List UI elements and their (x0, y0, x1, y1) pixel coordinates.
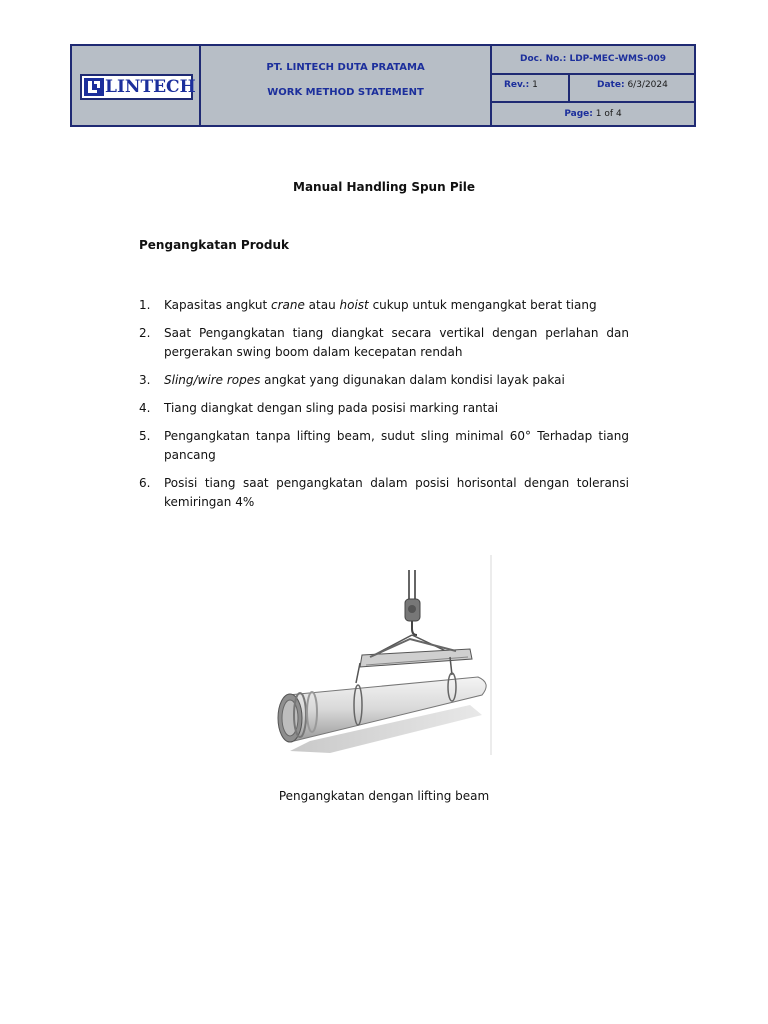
item-text: Kapasitas angkut (164, 298, 271, 312)
item-number: 1. (139, 298, 151, 312)
list-item (139, 324, 629, 362)
figure-caption: Pengangkatan dengan lifting beam (278, 789, 490, 803)
item-text-italic: crane (270, 298, 305, 312)
item-number: 3. (139, 373, 151, 387)
doc-number: LDP-MEC-WMS-009 (569, 54, 666, 64)
item-text: Tiang diangkat dengan sling pada posisi marking rantai (164, 401, 499, 415)
lifting-beam-illustration (270, 555, 494, 755)
doc-number-cell (492, 46, 694, 75)
page-of: of (604, 109, 614, 119)
item-text: atau (304, 298, 340, 312)
list-item (139, 399, 629, 418)
list-item (139, 371, 629, 390)
item-text-italic: hoist (339, 298, 369, 312)
document-title: Manual Handling Spun Pile (293, 180, 475, 194)
item-number: 6. (139, 476, 151, 490)
page-number: 1 (595, 109, 602, 119)
date-label: Date: (597, 80, 625, 90)
revision-cell (492, 75, 570, 103)
item-text: angkat yang digunakan dalam kondisi layak pakai (260, 373, 565, 387)
list-item (139, 296, 629, 315)
revision-value: 1 (532, 80, 538, 90)
item-text: Posisi tiang saat pengangkatan dalam posisi horisontal dengan toleransi kemiringan 4% (164, 476, 629, 509)
page-total: 4 (615, 109, 622, 119)
date-value: 6/3/2024 (627, 80, 668, 90)
document-header (70, 44, 696, 127)
logo-cell (72, 46, 201, 125)
item-text-italic: Sling/wire ropes (164, 373, 261, 387)
company-logo (80, 74, 196, 100)
doc-number-label: Doc. No.: (520, 54, 567, 64)
company-name: PT. LINTECH DUTA PRATAMA (266, 62, 425, 73)
list-item (139, 427, 629, 465)
item-number: 4. (139, 401, 151, 415)
item-text: cukup untuk mengangkat berat tiang (368, 298, 597, 312)
revision-label: Rev.: (504, 80, 530, 90)
lintech-mark-icon (84, 78, 104, 96)
item-number: 5. (139, 429, 151, 443)
page-cell (492, 103, 694, 125)
page-label: Page: (564, 109, 593, 119)
procedure-list (139, 296, 629, 521)
section-title: Pengangkatan Produk (139, 238, 289, 252)
item-text: Saat Pengangkatan tiang diangkat secara vertikal dengan perlahan dan pergerakan swing boom dalam kecepatan rendah (164, 326, 629, 359)
item-number: 2. (139, 326, 151, 340)
item-text: Pengangkatan tanpa lifting beam, sudut sling minimal 60° Terhadap tiang pancang (164, 429, 629, 462)
document-type: WORK METHOD STATEMENT (267, 87, 424, 98)
header-title-cell (201, 46, 492, 125)
date-cell (570, 75, 694, 103)
list-item (139, 474, 629, 512)
logo-text: LINTECH (105, 77, 196, 97)
